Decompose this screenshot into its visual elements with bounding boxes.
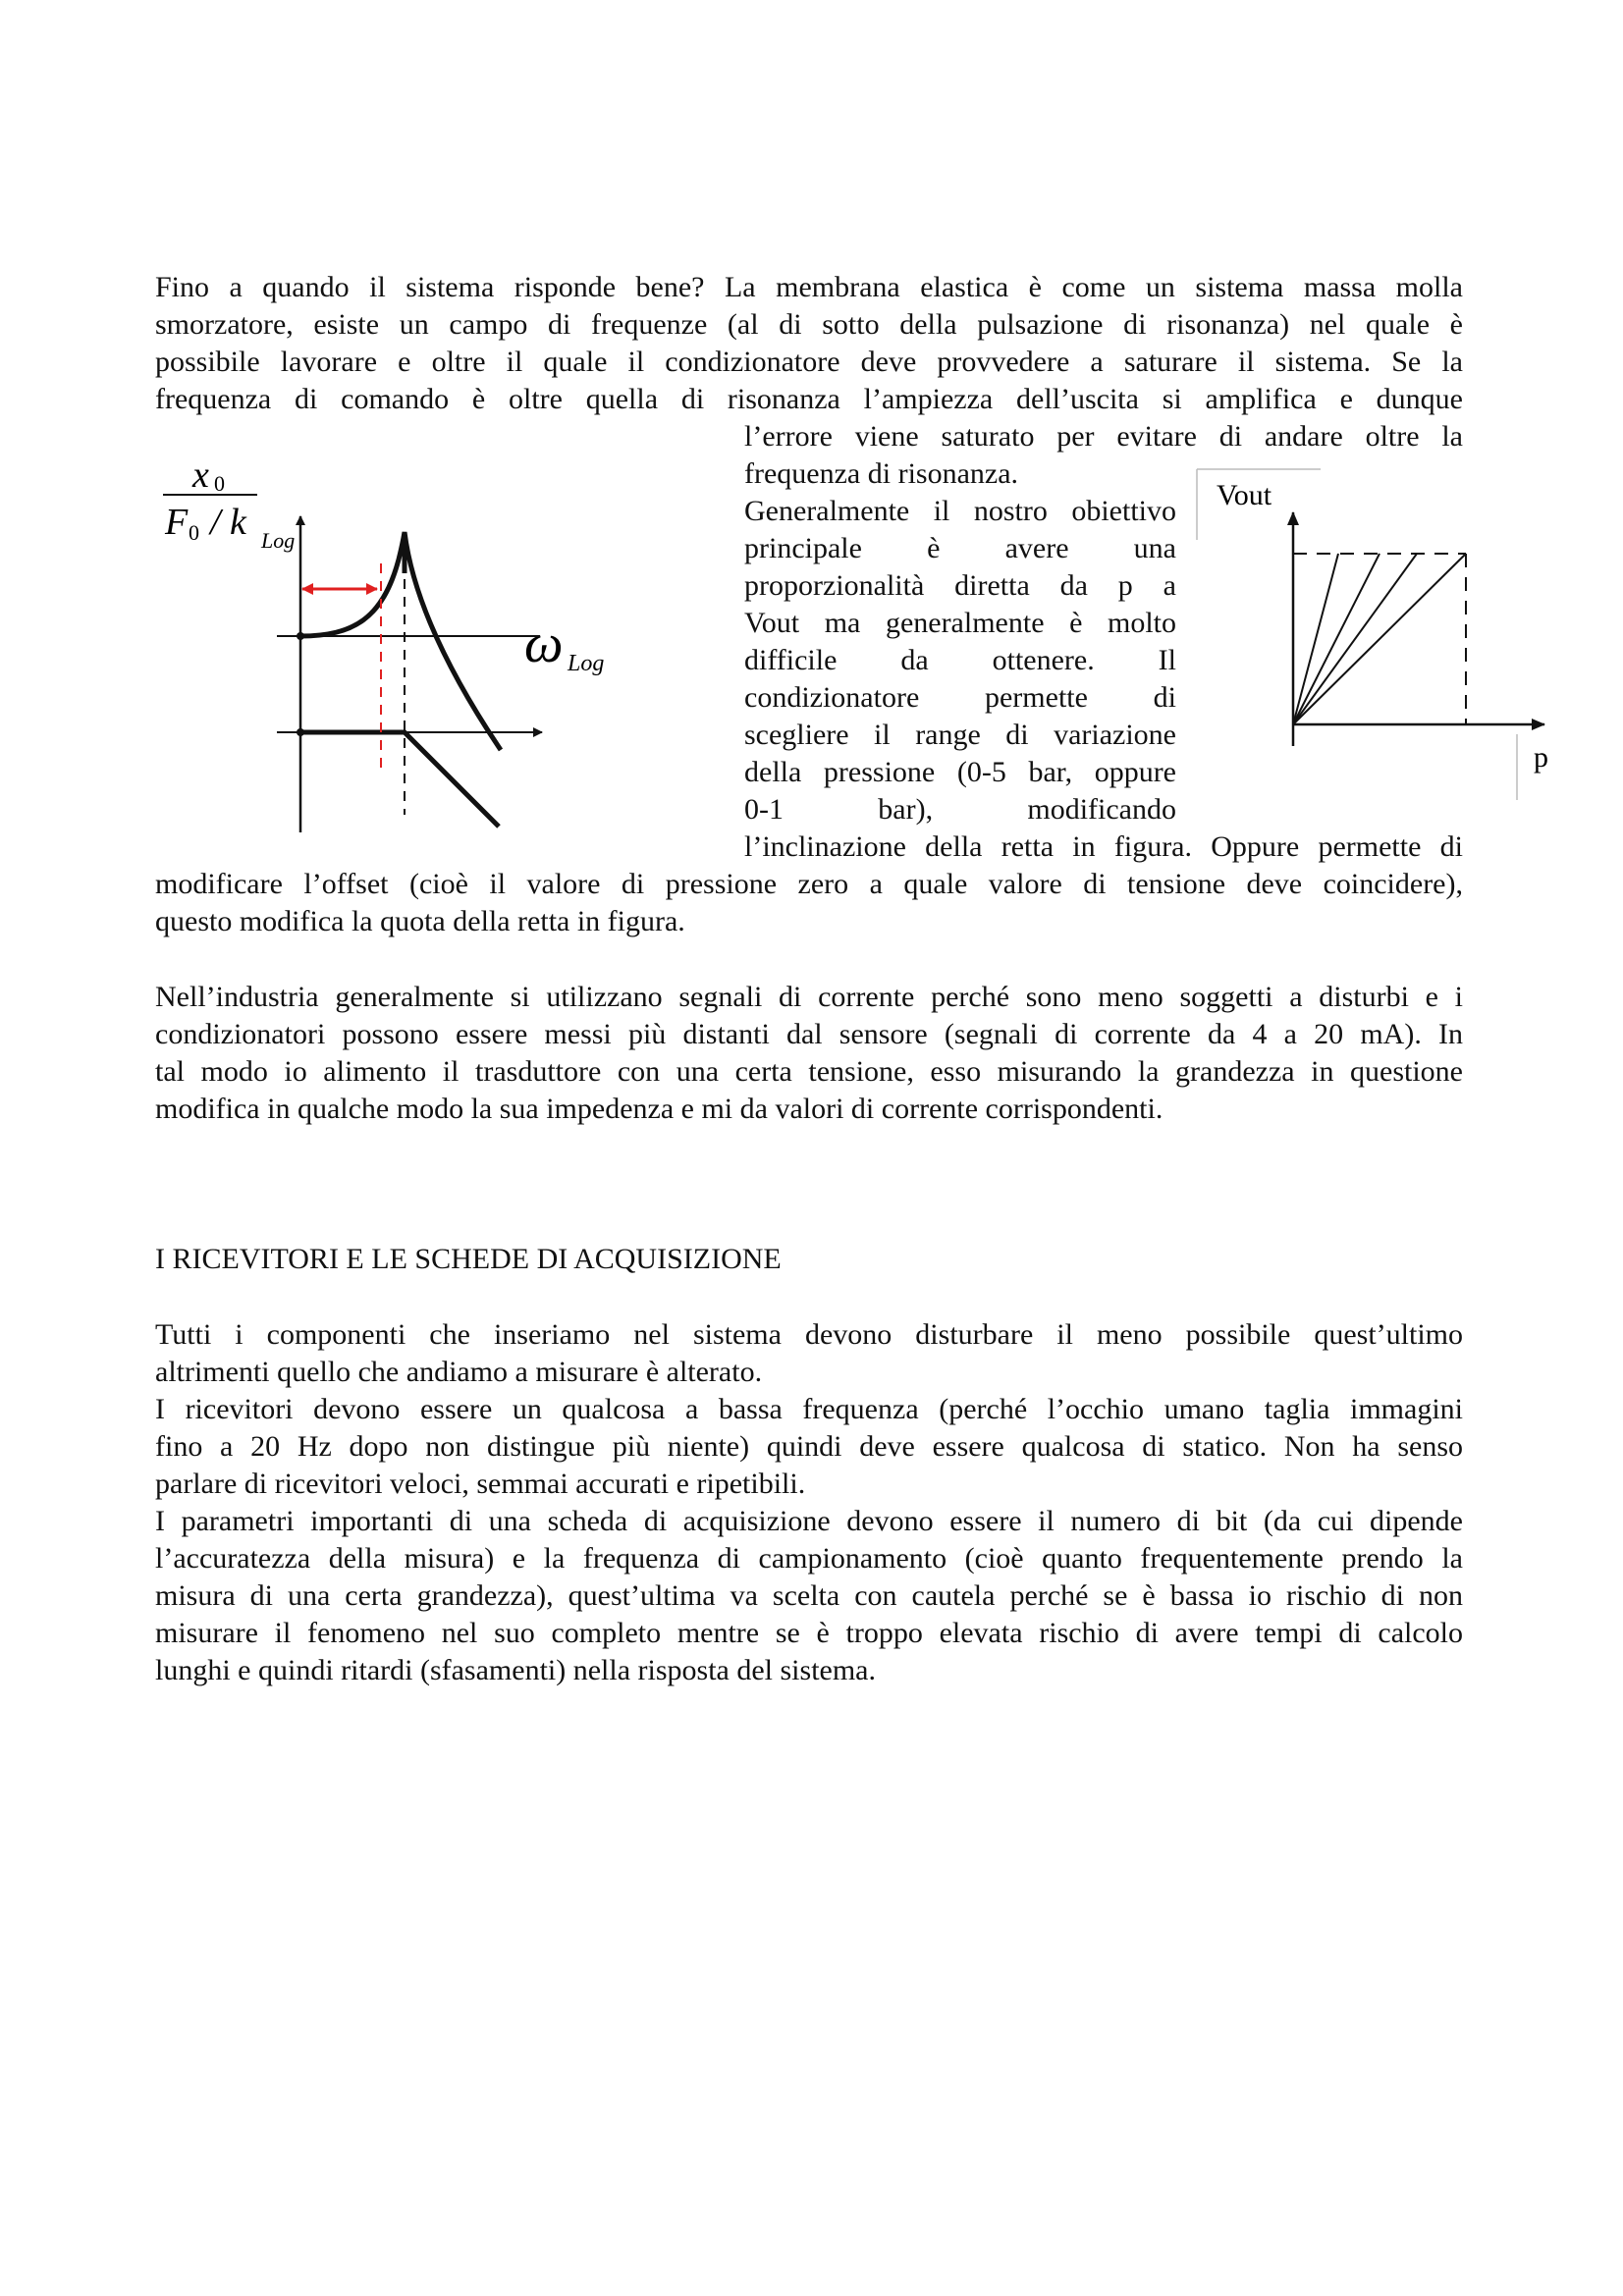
magnitude-start-point — [297, 632, 304, 640]
denominator-F: F — [165, 502, 189, 543]
paragraph-4-line-7: l’accuratezza della misura) e la frequenza di campionamento (cioè quanto frequentemente prendo la — [155, 1542, 1463, 1575]
y-scale-label: Log — [261, 528, 296, 553]
line-slope-2 — [1293, 554, 1380, 724]
paragraph-4-line-3: I ricevitori devono essere un qualcosa a bassa frequenza (perché l’occhio umano taglia immagini — [155, 1393, 1463, 1425]
paragraph-4-line-5: parlare di ricevitori veloci, semmai accurati e ripetibili. — [155, 1468, 806, 1500]
phase-curve — [300, 732, 499, 827]
paragraph-4-line-9: misurare il fenomeno nel suo completo mentre se è troppo elevata rischio di avere tempi di calcolo — [155, 1617, 1463, 1649]
paragraph-4-line-10: lunghi e quindi ritardi (sfasamenti) nella risposta del sistema. — [155, 1654, 876, 1686]
paragraph-2-line-7: scegliere il range di variazione — [744, 719, 1176, 751]
denominator-subscript: 0 — [189, 520, 199, 545]
paragraph-4-line-6: I parametri importanti di una scheda di acquisizione devono essere il numero di bit (da cui dipende — [155, 1505, 1463, 1537]
line-slope-3 — [1293, 554, 1417, 724]
omega-label: ω — [524, 614, 564, 674]
paragraph-4-line-2: altrimenti quello che andiamo a misurare è alterato. — [155, 1356, 763, 1388]
paragraph-1-line-2: smorzatore, esiste un campo di frequenze (al di sotto della pulsazione di risonanza) nel quale è — [155, 308, 1463, 341]
paragraph-2-line-6: condizionatore permette di — [744, 681, 1176, 714]
paragraph-4-line-8: misura di una certa grandezza), quest’ultima va scelta con cautela perché se è bassa io rischio di non — [155, 1579, 1463, 1612]
paragraph-2-line-8: della pressione (0-5 bar, oppure — [744, 756, 1176, 788]
vout-label: Vout — [1217, 479, 1272, 511]
frequency-response-figure — [147, 442, 638, 854]
paragraph-1-line-4: frequenza di comando è oltre quella di risonanza l’ampiezza dell’uscita si amplifica e dunque — [155, 383, 1463, 415]
paragraph-2-line-11: modificare l’offset (cioè il valore di pressione zero a quale valore di tensione deve coincidere), — [155, 868, 1463, 900]
numerator-x: x — [192, 454, 209, 496]
denominator-rest: / k — [210, 502, 246, 543]
paragraph-2-line-1: Generalmente il nostro obiettivo — [744, 495, 1176, 527]
paragraph-1-line-3: possibile lavorare e oltre il quale il condizionatore deve provvedere a saturare il sistema. Se la — [155, 346, 1463, 378]
magnitude-curve — [300, 532, 501, 750]
phase-start-point — [297, 728, 304, 736]
paragraph-2-line-10: l’inclinazione della retta in figura. Oppure permette di — [744, 830, 1463, 863]
paragraph-4-line-4: fino a 20 Hz dopo non distingue più niente) quindi deve essere qualcosa di statico. Non ha senso — [155, 1430, 1463, 1463]
paragraph-3-line-4: modifica in qualche modo la sua impedenza e mi da valori di corrente corrispondenti. — [155, 1093, 1163, 1125]
paragraph-1-line-6: frequenza di risonanza. — [744, 457, 1019, 490]
paragraph-2-line-4: Vout ma generalmente è molto — [744, 607, 1176, 639]
paragraph-2-line-9: 0-1 bar), modificando — [744, 793, 1176, 826]
vout-vs-pressure-figure — [1193, 461, 1576, 810]
paragraph-1-line-5: l’errore viene saturato per evitare di andare oltre la — [744, 420, 1463, 453]
line-slope-1 — [1293, 554, 1338, 724]
paragraph-2-line-3: proporzionalità diretta da p a — [744, 569, 1176, 602]
numerator-subscript: 0 — [214, 471, 225, 496]
paragraph-2-line-5: difficile da ottenere. Il — [744, 644, 1176, 676]
paragraph-3-line-3: tal modo io alimento il trasduttore con una certa tensione, esso misurando la grandezza in questione — [155, 1055, 1463, 1088]
section-heading: I RICEVITORI E LE SCHEDE DI ACQUISIZIONE — [155, 1243, 782, 1275]
x-scale-label: Log — [568, 651, 605, 676]
paragraph-4-line-1: Tutti i componenti che inseriamo nel sistema devono disturbare il meno possibile quest’ultimo — [155, 1318, 1463, 1351]
y-axis-label — [163, 454, 295, 553]
line-slope-4 — [1293, 554, 1466, 724]
paragraph-2-line-12: questo modifica la quota della retta in figura. — [155, 905, 685, 937]
paragraph-2-line-2: principale è avere una — [744, 532, 1176, 564]
paragraph-1-line-1: Fino a quando il sistema risponde bene? La membrana elastica è come un sistema massa molla — [155, 271, 1463, 303]
paragraph-3-line-1: Nell’industria generalmente si utilizzano segnali di corrente perché sono meno soggetti a disturbi e i — [155, 981, 1463, 1013]
paragraph-3-line-2: condizionatori possono essere messi più distanti dal sensore (segnali di corrente da 4 a 20 mA). In — [155, 1018, 1463, 1050]
p-label: p — [1534, 741, 1548, 774]
